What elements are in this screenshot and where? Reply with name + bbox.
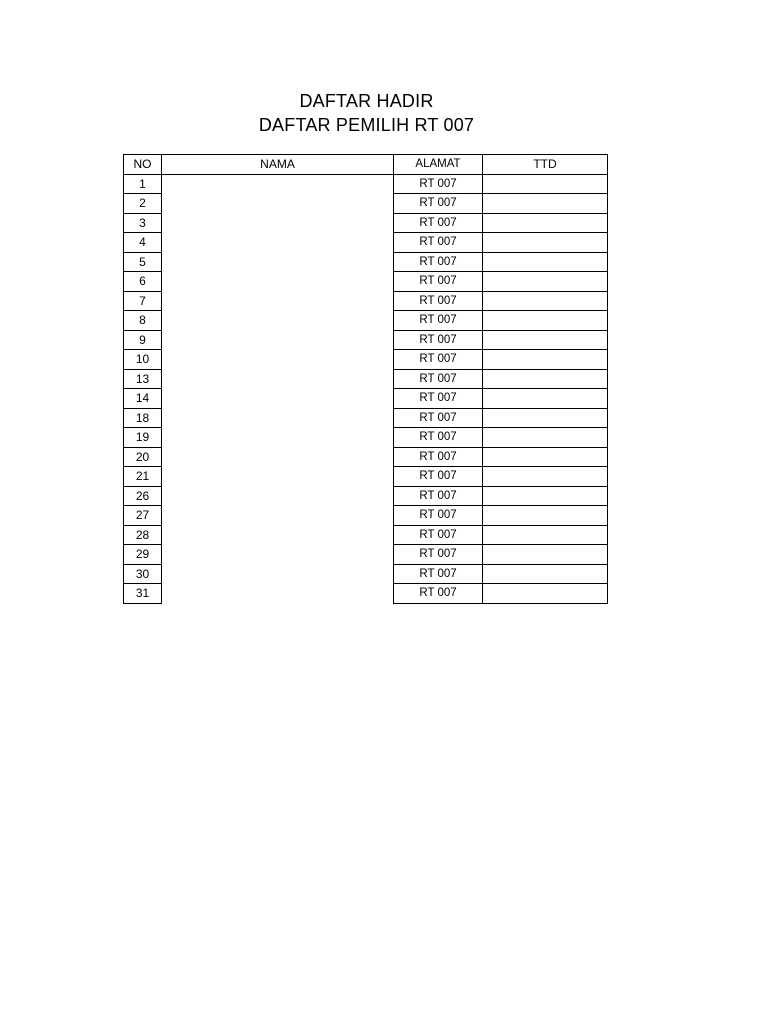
row-ttd-cell: [483, 486, 608, 506]
table-body: [124, 174, 608, 603]
row-ttd-cell: [483, 525, 608, 545]
row-no-cell: 26: [124, 486, 162, 506]
table-row: [124, 584, 608, 604]
row-ttd-cell: [483, 272, 608, 292]
table-row: [124, 330, 608, 350]
row-ttd-cell: [483, 545, 608, 565]
row-no-cell: 21: [124, 467, 162, 487]
row-alamat-cell: RT 007: [394, 467, 483, 487]
row-nama-cell: [162, 486, 394, 506]
row-no-cell: 9: [124, 330, 162, 350]
row-ttd-cell: [483, 311, 608, 331]
row-no-cell: 8: [124, 311, 162, 331]
table-row: [124, 174, 608, 194]
table-row: [124, 311, 608, 331]
row-alamat-cell: RT 007: [394, 447, 483, 467]
row-alamat-cell: RT 007: [394, 369, 483, 389]
row-alamat-cell: RT 007: [394, 564, 483, 584]
row-nama-cell: [162, 369, 394, 389]
table-row: [124, 428, 608, 448]
header-no: NO: [124, 155, 162, 175]
row-ttd-cell: [483, 194, 608, 214]
header-alamat: ALAMAT: [394, 155, 483, 175]
table-row: [124, 272, 608, 292]
row-nama-cell: [162, 506, 394, 526]
document-subtitle: DAFTAR PEMILIH RT 007: [258, 115, 475, 135]
table-row: [124, 213, 608, 233]
row-alamat-cell: RT 007: [394, 350, 483, 370]
row-ttd-cell: [483, 369, 608, 389]
table-row: [124, 486, 608, 506]
row-ttd-cell: [483, 213, 608, 233]
row-nama-cell: [162, 291, 394, 311]
table-row: [124, 252, 608, 272]
table-row: [124, 564, 608, 584]
row-nama-cell: [162, 408, 394, 428]
row-no-cell: 5: [124, 252, 162, 272]
row-nama-cell: [162, 447, 394, 467]
table-row: [124, 408, 608, 428]
attendance-table: [123, 154, 608, 604]
row-no-cell: 13: [124, 369, 162, 389]
row-nama-cell: [162, 389, 394, 409]
row-alamat-cell: RT 007: [394, 291, 483, 311]
row-ttd-cell: [483, 584, 608, 604]
row-alamat-cell: RT 007: [394, 213, 483, 233]
row-no-cell: 1: [124, 174, 162, 194]
row-no-cell: 2: [124, 194, 162, 214]
row-alamat-cell: RT 007: [394, 311, 483, 331]
row-no-cell: 3: [124, 213, 162, 233]
row-nama-cell: [162, 194, 394, 214]
row-ttd-cell: [483, 408, 608, 428]
row-nama-cell: [162, 330, 394, 350]
row-no-cell: 14: [124, 389, 162, 409]
table-row: [124, 233, 608, 253]
row-alamat-cell: RT 007: [394, 272, 483, 292]
row-no-cell: 28: [124, 525, 162, 545]
row-no-cell: 20: [124, 447, 162, 467]
row-alamat-cell: RT 007: [394, 506, 483, 526]
row-alamat-cell: RT 007: [394, 428, 483, 448]
row-alamat-cell: RT 007: [394, 408, 483, 428]
row-ttd-cell: [483, 330, 608, 350]
header-ttd: TTD: [483, 155, 608, 175]
row-no-cell: 18: [124, 408, 162, 428]
row-ttd-cell: [483, 174, 608, 194]
row-alamat-cell: RT 007: [394, 194, 483, 214]
row-ttd-cell: [483, 467, 608, 487]
row-nama-cell: [162, 564, 394, 584]
row-ttd-cell: [483, 428, 608, 448]
row-nama-cell: [162, 545, 394, 565]
table-row: [124, 389, 608, 409]
row-no-cell: 4: [124, 233, 162, 253]
row-nama-cell: [162, 272, 394, 292]
document-title: DAFTAR HADIR: [299, 91, 434, 111]
row-nama-cell: [162, 233, 394, 253]
row-ttd-cell: [483, 389, 608, 409]
row-no-cell: 31: [124, 584, 162, 604]
header-nama: NAMA: [162, 155, 394, 175]
table-row: [124, 545, 608, 565]
row-nama-cell: [162, 525, 394, 545]
row-no-cell: 29: [124, 545, 162, 565]
row-ttd-cell: [483, 233, 608, 253]
table-row: [124, 525, 608, 545]
row-alamat-cell: RT 007: [394, 545, 483, 565]
row-ttd-cell: [483, 564, 608, 584]
row-alamat-cell: RT 007: [394, 389, 483, 409]
row-no-cell: 10: [124, 350, 162, 370]
row-ttd-cell: [483, 291, 608, 311]
row-no-cell: 19: [124, 428, 162, 448]
row-nama-cell: [162, 252, 394, 272]
row-nama-cell: [162, 584, 394, 604]
table-row: [124, 291, 608, 311]
document-header: [0, 89, 733, 137]
table-row: [124, 447, 608, 467]
row-no-cell: 30: [124, 564, 162, 584]
row-alamat-cell: RT 007: [394, 486, 483, 506]
row-no-cell: 6: [124, 272, 162, 292]
table-row: [124, 369, 608, 389]
row-ttd-cell: [483, 252, 608, 272]
row-alamat-cell: RT 007: [394, 330, 483, 350]
row-no-cell: 7: [124, 291, 162, 311]
row-alamat-cell: RT 007: [394, 584, 483, 604]
row-nama-cell: [162, 311, 394, 331]
row-alamat-cell: RT 007: [394, 174, 483, 194]
row-no-cell: 27: [124, 506, 162, 526]
table-row: [124, 194, 608, 214]
row-nama-cell: [162, 428, 394, 448]
row-nama-cell: [162, 174, 394, 194]
row-nama-cell: [162, 350, 394, 370]
row-ttd-cell: [483, 506, 608, 526]
row-alamat-cell: RT 007: [394, 252, 483, 272]
row-nama-cell: [162, 467, 394, 487]
table-header-row: [124, 155, 608, 175]
row-alamat-cell: RT 007: [394, 525, 483, 545]
row-alamat-cell: RT 007: [394, 233, 483, 253]
table-row: [124, 506, 608, 526]
table-row: [124, 467, 608, 487]
row-ttd-cell: [483, 447, 608, 467]
table-row: [124, 350, 608, 370]
row-ttd-cell: [483, 350, 608, 370]
row-nama-cell: [162, 213, 394, 233]
